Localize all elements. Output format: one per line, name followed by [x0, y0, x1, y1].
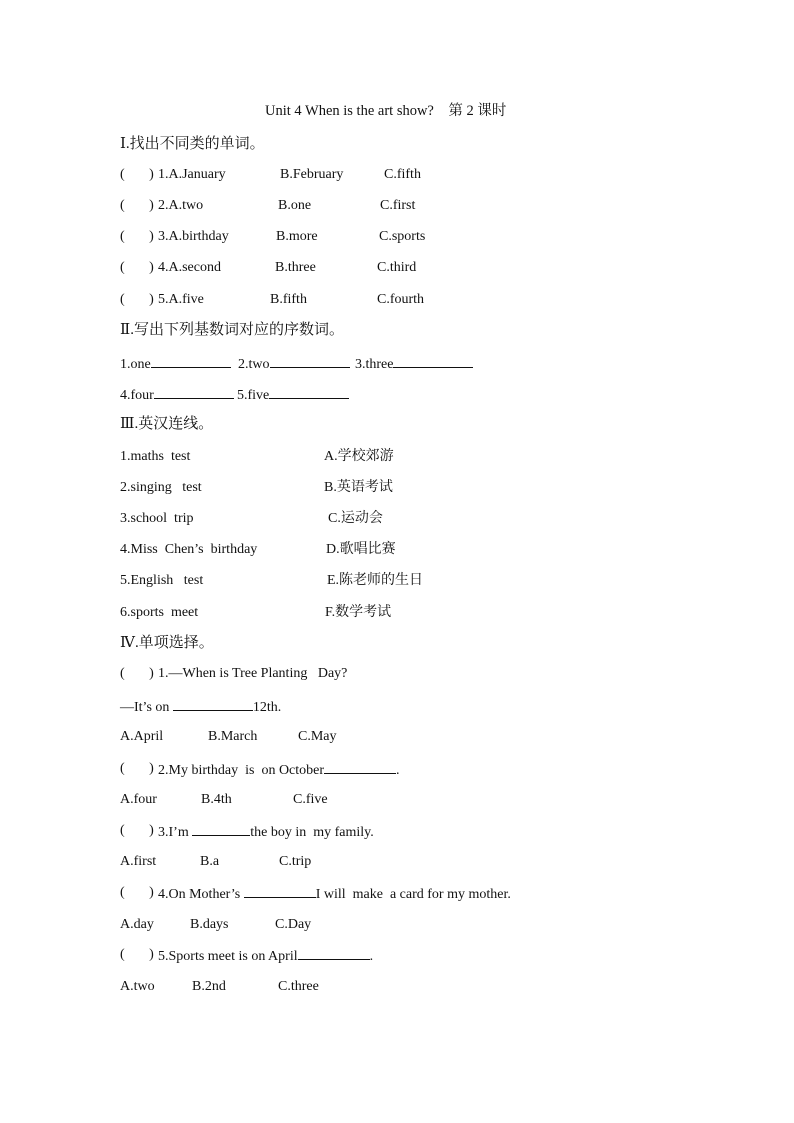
s3-left-5: 5.English test	[120, 573, 204, 588]
s3-right-4: D.歌唱比赛	[326, 542, 396, 557]
s1-q1-a: 1.A.January	[158, 167, 226, 182]
s4-q5-text: 5.Sports meet is on April .	[158, 946, 373, 966]
s1-q1-paren: ( )	[120, 167, 154, 182]
s3-left-4: 4.Miss Chen’s birthday	[120, 542, 258, 557]
s1-q1-c: C.fifth	[384, 167, 421, 182]
s1-q2-b: B.one	[278, 198, 312, 213]
s2-item-3: 3.three	[355, 354, 473, 374]
s4-q4-c: C.Day	[275, 917, 312, 932]
section-2-heading: Ⅱ.写出下列基数词对应的序数词。	[120, 322, 344, 338]
s3-left-6: 6.sports meet	[120, 605, 199, 620]
s1-q2-paren: ( )	[120, 198, 154, 213]
s4-q2-b: B.4th	[201, 792, 232, 807]
s4-q1-b: B.March	[208, 729, 258, 744]
s4-q4-text: 4.On Mother’s I will make a card for my mother.	[158, 884, 511, 904]
s2-item-5: 5.five	[237, 385, 349, 405]
s4-q4-paren: ( )	[120, 885, 154, 900]
s1-q1-b: B.February	[280, 167, 344, 182]
section-3-heading: Ⅲ.英汉连线。	[120, 416, 214, 432]
s3-right-6: F.数学考试	[325, 605, 392, 620]
s4-q2-text: 2.My birthday is on October .	[158, 760, 400, 780]
s1-q3-paren: ( )	[120, 229, 154, 244]
s4-q1-text: 1.—When is Tree Planting Day?	[158, 666, 348, 681]
s4-q1-a: A.April	[120, 729, 164, 744]
s4-q1-line2: —It’s on 12th.	[120, 697, 281, 717]
s4-q1-c: C.May	[298, 729, 337, 744]
s1-q2-c: C.first	[380, 198, 416, 213]
s4-q3-b: B.a	[200, 854, 220, 869]
s1-q4-a: 4.A.second	[158, 260, 221, 275]
s4-q5-paren: ( )	[120, 947, 154, 962]
s4-q4-a: A.day	[120, 917, 154, 932]
s1-q4-c: C.third	[377, 260, 417, 275]
s4-q2-paren: ( )	[120, 761, 154, 776]
s4-q3-a: A.first	[120, 854, 157, 869]
s3-left-3: 3.school trip	[120, 511, 194, 526]
s1-q3-b: B.more	[276, 229, 318, 244]
s4-q3-paren: ( )	[120, 823, 154, 838]
s2-item-4: 4.four	[120, 385, 234, 405]
s1-q3-c: C.sports	[379, 229, 426, 244]
s4-q2-c: C.five	[293, 792, 328, 807]
s1-q2-a: 2.A.two	[158, 198, 204, 213]
s1-q5-c: C.fourth	[377, 292, 425, 307]
s1-q5-a: 5.A.five	[158, 292, 204, 307]
s1-q5-b: B.fifth	[270, 292, 307, 307]
section-1-heading: Ⅰ.找出不同类的单词。	[120, 136, 265, 152]
s3-right-2: B.英语考试	[324, 480, 393, 495]
s2-item-1: 1.one	[120, 354, 231, 374]
s1-q3-a: 3.A.birthday	[158, 229, 229, 244]
s4-q3-c: C.trip	[279, 854, 312, 869]
s3-right-5: E.陈老师的生日	[327, 573, 424, 588]
s2-item-2: 2.two	[238, 354, 350, 374]
s4-q1-paren: ( )	[120, 666, 154, 681]
s1-q5-paren: ( )	[120, 292, 154, 307]
s4-q5-b: B.2nd	[192, 979, 226, 994]
s4-q5-c: C.three	[278, 979, 319, 994]
s1-q4-b: B.three	[275, 260, 316, 275]
page-title: Unit 4 When is the art show? 第 2 课时	[265, 103, 507, 119]
s4-q3-text: 3.I’m the boy in my family.	[158, 822, 374, 842]
s3-right-1: A.学校郊游	[324, 449, 394, 464]
s4-q4-b: B.days	[190, 917, 229, 932]
s1-q4-paren: ( )	[120, 260, 154, 275]
s4-q2-a: A.four	[120, 792, 157, 807]
s3-left-2: 2.singing test	[120, 480, 202, 495]
s3-right-3: C.运动会	[328, 511, 383, 526]
s4-q5-a: A.two	[120, 979, 155, 994]
section-4-heading: Ⅳ.单项选择。	[120, 635, 214, 651]
s3-left-1: 1.maths test	[120, 449, 191, 464]
